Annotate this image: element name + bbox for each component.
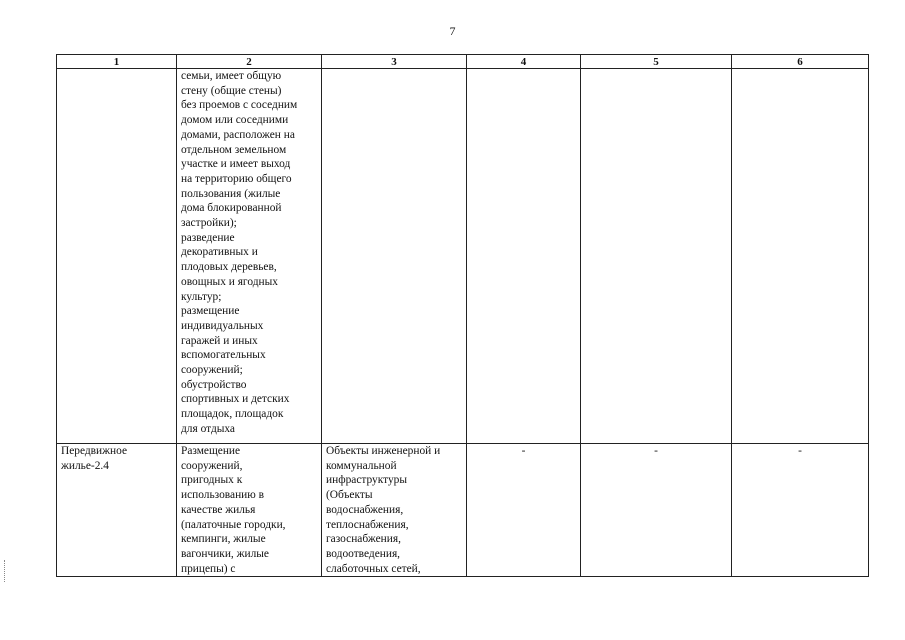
cell-col5: -	[581, 444, 732, 577]
cell-col4	[467, 69, 581, 444]
column-header-1: 1	[57, 55, 177, 69]
cell-land-use-description: Размещение сооружений, пригодных к использованию в качестве жилья (палаточные городки, кемпинги, жилые вагончики, жилые прицепы) с	[177, 444, 322, 577]
cell-col6	[732, 69, 869, 444]
column-header-3: 3	[322, 55, 467, 69]
margin-scan-mark	[4, 560, 9, 582]
cell-land-use-name: Передвижное жилье-2.4	[57, 444, 177, 577]
cell-land-use-name	[57, 69, 177, 444]
document-table	[56, 54, 869, 577]
column-header-5: 5	[581, 55, 732, 69]
column-header-6: 6	[732, 55, 869, 69]
page-number: 7	[449, 24, 456, 38]
cell-land-use-description: семьи, имеет общую стену (общие стены) без проемов с соседним домом или соседними домами, расположен на отдельном земельном участке и имеет выход на территорию общего пользования (жилые дома блокированной застройки); разведение декоративных и плодовых деревьев, овощных и ягодных культур; размещение индивидуальных гаражей и иных вспомогательных сооружений; обустройство спортивных и детских площадок, площадок для отдыха	[177, 69, 322, 444]
table-header-row	[57, 55, 869, 69]
cell-col5	[581, 69, 732, 444]
cell-col4: -	[467, 444, 581, 577]
column-header-4: 4	[467, 55, 581, 69]
cell-auxiliary-objects	[322, 69, 467, 444]
cell-col6: -	[732, 444, 869, 577]
cell-auxiliary-objects: Объекты инженерной и коммунальной инфраструктуры (Объекты водоснабжения, теплоснабжения, газоснабжения, водоотведения, слаботочных сетей,	[322, 444, 467, 577]
table-row	[57, 69, 869, 444]
column-header-2: 2	[177, 55, 322, 69]
table-row	[57, 444, 869, 577]
